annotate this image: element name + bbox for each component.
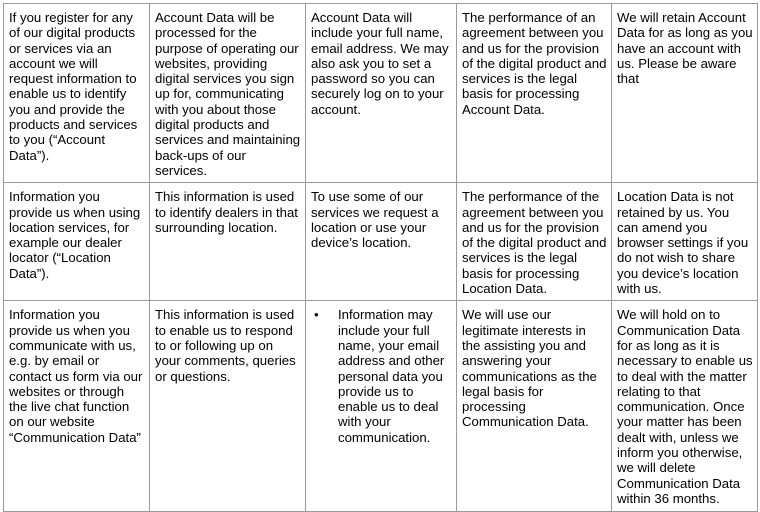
cell-data-collected: Information you provide us when you communicate with us, e.g. by email or contact us form via our websites or through the live chat function on our website “Communication Data” [4,301,150,512]
cell-legal-basis: We will use our legitimate interests in the assisting you and answering your communications as the legal basis for processing Communication Data. [457,301,612,512]
table-row-location-data [4,183,758,301]
bullet-text: Information may include your full name, your email address and other personal data you provide us to enable us to deal with your communication. [338,307,445,445]
cell-purpose: This information is used to enable us to respond to or following up on your comments, queries or questions. [150,301,306,512]
data-processing-table [3,3,758,512]
bullet-list-item [314,307,452,445]
table-row-communication-data [4,301,758,512]
cell-legal-basis: The performance of the agreement between you and us for the provision of the digital product and services is the legal basis for processing Location Data. [457,183,612,301]
cell-data-types: Account Data will include your full name, email address. We may also ask you to set a password so you can securely log on to your account. [306,4,457,183]
table-row-account-data [4,4,758,183]
cell-data-collected: If you register for any of our digital products or services via an account we will request information to enable us to identify you and provide the products and services to you (“Account Data”). [4,4,150,183]
cell-retention: We will retain Account Data for as long as you have an account with us. Please be aware that [612,4,758,183]
cell-purpose: This information is used to identify dealers in that surrounding location. [150,183,306,301]
cell-purpose: Account Data will be processed for the purpose of operating our websites, providing digital services you sign up for, communicating with you about those digital products and services and maintaining back-ups of our services. [150,4,306,183]
cell-retention: Location Data is not retained by us. You can amend you browser settings if you do not wish to share you device’s location with us. [612,183,758,301]
bullet-icon: • [314,307,319,323]
cell-legal-basis: The performance of an agreement between you and us for the provision of the digital product and services is the legal basis for processing Account Data. [457,4,612,183]
cell-data-types [306,301,457,512]
cell-retention: We will hold on to Communication Data for as long as it is necessary to enable us to deal with the matter relating to that communication. Once your matter has been dealt with, unless we inform you otherwise, we will delete Communication Data within 36 months. [612,301,758,512]
cell-data-types: To use some of our services we request a location or use your device’s location. [306,183,457,301]
cell-data-collected: Information you provide us when using location services, for example our dealer locator (“Location Data”). [4,183,150,301]
